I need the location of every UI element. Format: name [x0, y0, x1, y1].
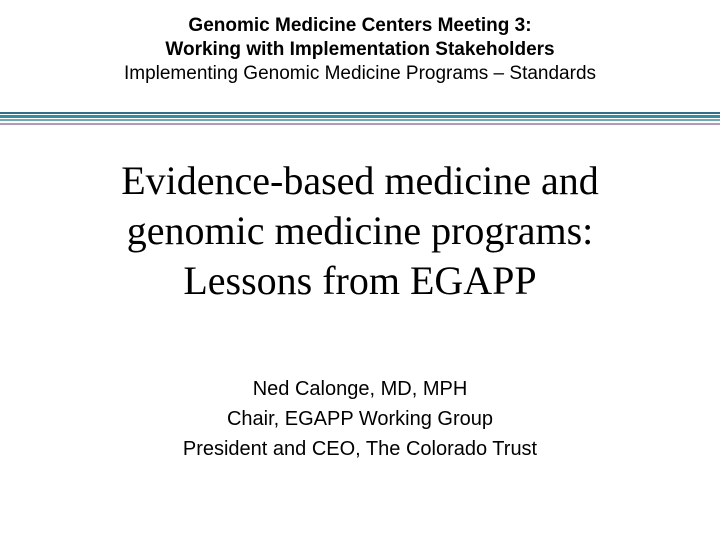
header-session-title: Implementing Genomic Medicine Programs – Standards — [123, 63, 597, 84]
slide-title-line-1: Evidence-based medicine and — [121, 158, 599, 203]
slide-title-line-2: genomic medicine programs: — [126, 208, 594, 253]
presenter-role-2: President and CEO, The Colorado Trust — [182, 438, 538, 460]
presenter-role-1: Chair, EGAPP Working Group — [226, 408, 494, 430]
header-meeting-title: Genomic Medicine Centers Meeting 3: — [188, 15, 532, 36]
header-meeting-subtitle: Working with Implementation Stakeholders — [165, 39, 555, 60]
header-divider-line-2 — [0, 115, 720, 118]
slide-title — [20, 156, 700, 306]
slide-title-line-3: Lessons from EGAPP — [183, 258, 537, 303]
header-divider-line-4 — [0, 123, 720, 125]
header-divider-line-3 — [0, 119, 720, 121]
header-divider-line-1 — [0, 112, 720, 114]
presenter-name: Ned Calonge, MD, MPH — [252, 378, 468, 400]
presenter-block — [0, 374, 720, 464]
slide-header — [0, 14, 720, 86]
